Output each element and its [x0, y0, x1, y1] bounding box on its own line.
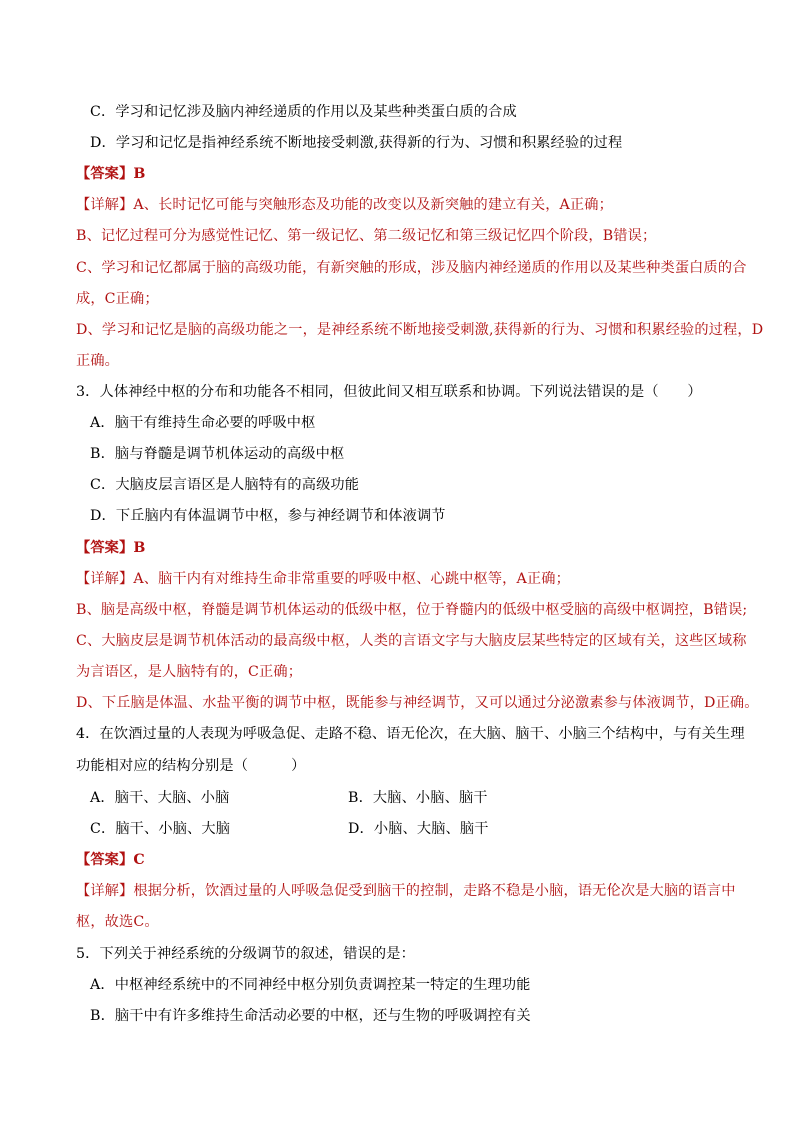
question-4-cont: 功能相对应的结构分别是（ ）: [76, 758, 306, 774]
explanation-line: 【详解】A、长时记忆可能与突触形态及功能的改变以及新突触的建立有关，A正确；: [76, 197, 613, 213]
answer-q3: 【答案】B: [76, 540, 146, 556]
explanation-line: D、学习和记忆是脑的高级功能之一，是神经系统不断地接受刺激,获得新的行为、习惯和积累经验的过程，D: [76, 322, 764, 338]
explanation-line: 为言语区，是人脑特有的，C正确；: [76, 664, 303, 680]
option-a-q3: A．脑干有维持生命必要的呼吸中枢: [90, 415, 316, 431]
question-3: 3．人体神经中枢的分布和功能各不相同，但彼此间又相互联系和协调。下列说法错误的是（ ）: [76, 384, 702, 400]
explanation-line: 【详解】A、脑干内有对维持生命非常重要的呼吸中枢、心跳中枢等，A正确；: [76, 571, 570, 587]
option-d-q3: D．下丘脑内有体温调节中枢，参与神经调节和体液调节: [90, 508, 446, 524]
option-b-q3: B．脑与脊髓是调节机体运动的高级中枢: [90, 446, 345, 462]
explanation-line: 【详解】根据分析，饮酒过量的人呼吸急促受到脑干的控制，走路不稳是小脑，语无伦次是大脑的语言中: [76, 883, 736, 899]
explanation-line: C、学习和记忆都属于脑的高级功能，有新突触的形成，涉及脑内神经递质的作用以及某些种类蛋白质的合: [76, 260, 747, 276]
option-d-q2: D．学习和记忆是指神经系统不断地接受刺激,获得新的行为、习惯和积累经验的过程: [90, 135, 623, 151]
answer-q4: 【答案】C: [76, 852, 145, 868]
explanation-line: 成，C正确；: [76, 291, 159, 307]
explanation-line: D、下丘脑是体温、水盐平衡的调节中枢，既能参与神经调节，又可以通过分泌激素参与体液调节，D正确。: [76, 695, 759, 711]
explanation-line: 正确。: [76, 353, 120, 369]
option-c-q2: C．学习和记忆涉及脑内神经递质的作用以及某些种类蛋白质的合成: [90, 104, 517, 120]
question-4: 4．在饮酒过量的人表现为呼吸急促、走路不稳、语无伦次，在大脑、脑干、小脑三个结构中，与有关生理: [76, 726, 745, 742]
question-5: 5．下列关于神经系统的分级调节的叙述，错误的是：: [76, 946, 415, 962]
explanation-line: 枢，故选C。: [76, 914, 159, 930]
explanation-line: B、脑是高级中枢，脊髓是调节机体运动的低级中枢，位于脊髓内的低级中枢受脑的高级中枢调控，B错误;: [76, 602, 748, 618]
explanation-line: C、大脑皮层是调节机体活动的最高级中枢，人类的言语文字与大脑皮层某些特定的区域有关，这些区域称: [76, 633, 747, 649]
option-c-q4: C．脑干、小脑、大脑: [90, 821, 231, 837]
option-d-q4: D．小脑、大脑、脑干: [348, 821, 489, 837]
option-a-q4: A．脑干、大脑、小脑: [90, 790, 230, 806]
explanation-line: B、记忆过程可分为感觉性记忆、第一级记忆、第二级记忆和第三级记忆四个阶段，B错误；: [76, 228, 657, 244]
option-b-q4: B．大脑、小脑、脑干: [348, 790, 488, 806]
option-c-q3: C．大脑皮层言语区是人脑特有的高级功能: [90, 477, 360, 493]
option-a-q5: A．中枢神经系统中的不同神经中枢分别负责调控某一特定的生理功能: [90, 977, 531, 993]
option-b-q5: B．脑干中有许多维持生命活动必要的中枢，还与生物的呼吸调控有关: [90, 1008, 531, 1024]
answer-q2: 【答案】B: [76, 166, 146, 182]
